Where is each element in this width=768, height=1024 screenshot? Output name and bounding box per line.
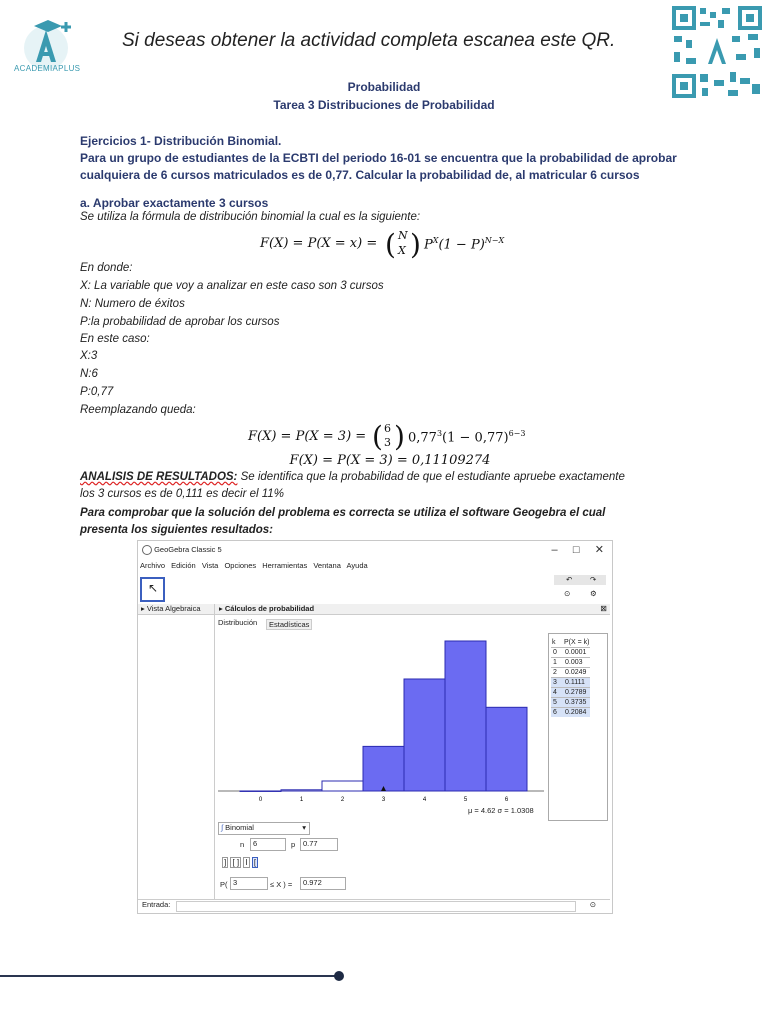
table-cell-k: 6	[551, 708, 563, 718]
footer-line	[0, 975, 340, 977]
help-icon[interactable]: ⊙	[564, 589, 571, 598]
input-field[interactable]	[176, 901, 576, 912]
prob-operator: ≤ X ) =	[270, 880, 293, 889]
definition-x: X: La variable que voy a analizar en este caso son 3 cursos	[80, 280, 384, 292]
definition-n: N: Numero de éxitos	[80, 298, 185, 310]
distribution-curve-icon: ∫	[221, 823, 224, 832]
analysis-text-1: Se identifica que la probabilidad de que el estudiante apruebe exactamente	[237, 471, 625, 483]
bar-k-3	[363, 746, 404, 791]
part-a-heading: a. Aprobar exactamente 3 cursos	[80, 196, 269, 210]
table-cell-probability: 0.1111	[563, 678, 590, 688]
verify-text-1: Para comprobar que la solución del problema es correcta se utiliza el software Geogebra el cual	[80, 507, 606, 519]
distribution-select[interactable]	[218, 822, 310, 835]
exercise-statement-1: Para un grupo de estudiantes de la ECBTI del periodo 16-01 se encuentra que la probabilidad de aprobar	[80, 151, 677, 165]
analysis-paragraph	[80, 471, 680, 483]
panel-expand-icon[interactable]: ▸	[141, 604, 145, 613]
table-row[interactable]	[551, 688, 590, 698]
value-p: P:0,77	[80, 386, 114, 398]
p-input[interactable]: 0.77	[300, 838, 338, 851]
x-tick-label: 2	[340, 797, 345, 803]
menu-ayuda[interactable]: Ayuda	[346, 561, 368, 570]
input-help-icon[interactable]: ⊙	[589, 900, 596, 909]
document-subject: Probabilidad	[347, 80, 421, 94]
undo-icon[interactable]: ↶	[566, 575, 573, 584]
definition-p: P:la probabilidad de aprobar los cursos	[80, 316, 280, 328]
p-label: p	[291, 840, 296, 849]
table-row[interactable]	[551, 698, 590, 708]
table-cell-k: 0	[551, 648, 563, 658]
menu-archivo[interactable]: Archivo	[140, 561, 166, 570]
table-cell-probability: 0.3735	[563, 698, 590, 708]
logo-text: ACADEMIAPLUS	[14, 64, 81, 73]
table-row[interactable]	[551, 678, 590, 688]
move-tool-button[interactable]	[140, 577, 165, 602]
table-cell-probability: 0.0249	[563, 668, 590, 678]
formula-intro: Se utiliza la fórmula de distribución binomial la cual es la siguiente:	[80, 211, 421, 223]
where-label: En donde:	[80, 262, 133, 274]
probability-result-field[interactable]: 0.972	[300, 877, 346, 890]
algebra-view-label: Vista Algebraica	[146, 604, 201, 613]
menu-vista[interactable]: Vista	[201, 561, 219, 570]
exercise-statement-2: cualquiera de 6 cursos matriculados es de 0,77. Calcular la probabilidad de, al matricular 6 cursos	[80, 168, 640, 182]
analysis-text-2: los 3 cursos es de 0,111 es decir el 11%	[80, 488, 284, 500]
n-input[interactable]: 6	[250, 838, 286, 851]
prob-prefix: P(	[220, 880, 228, 889]
algebra-view-panel	[138, 604, 215, 900]
table-cell-probability: 0.0001	[563, 648, 590, 658]
left-sided-button[interactable]: ]	[224, 858, 227, 867]
input-label: Entrada:	[142, 900, 171, 909]
table-cell-k: 4	[551, 688, 563, 698]
table-row[interactable]	[551, 668, 590, 678]
formula-result: F(X) = P(X = 3) = 0,11109274	[289, 453, 491, 468]
probability-table	[548, 633, 608, 821]
x-tick-label: 4	[422, 797, 427, 803]
x-tick-label: 5	[463, 797, 468, 803]
replace-label: Reemplazando queda:	[80, 404, 196, 416]
table-header-p: P(X = k)	[564, 639, 590, 646]
analysis-label: ANALISIS DE RESULTADOS:	[80, 471, 238, 483]
window-controls	[551, 543, 604, 556]
geogebra-window	[137, 540, 613, 914]
binomial-formula: F(X) = P(X = x) = ( N X ) $P^X(1 - P)^{N-X}$	[260, 228, 505, 261]
table-header-k: k	[552, 639, 556, 646]
close-button[interactable]: ✕	[594, 544, 604, 556]
table-cell-k: 3	[551, 678, 563, 688]
table-cell-probability: 0.003	[563, 658, 590, 668]
table-cell-k: 1	[551, 658, 563, 668]
x-tick-label: 6	[504, 797, 509, 803]
document-task-title: Tarea 3 Distribuciones de Probabilidad	[273, 98, 495, 112]
footer-dot	[334, 971, 344, 981]
table-row[interactable]	[551, 708, 590, 718]
menu-edicion[interactable]: Edición	[171, 561, 196, 570]
bar-k-6	[486, 707, 527, 791]
x-tick-label: 3	[381, 797, 386, 803]
binomial-chart	[218, 631, 544, 819]
chevron-down-icon: ▾	[302, 823, 306, 832]
table-cell-k: 2	[551, 668, 563, 678]
chart-statistics: μ = 4.62 σ = 1.0308	[468, 806, 534, 815]
panel-close-icon[interactable]: ⊠	[600, 604, 607, 613]
cursor-arrow-icon: ↖	[148, 581, 159, 595]
n-label: n	[240, 840, 245, 849]
tab-statistics[interactable]: Estadísticas	[266, 619, 312, 630]
verify-text-2: presenta los siguientes resultados:	[80, 524, 274, 536]
maximize-button[interactable]: □	[572, 544, 580, 556]
table-cell-k: 5	[551, 698, 563, 708]
geogebra-menu-bar	[140, 561, 372, 570]
interval-buttons	[222, 858, 258, 867]
tab-distribution[interactable]: Distribución	[218, 618, 258, 627]
table-header-row	[551, 638, 590, 648]
probability-panel-title: Cálculos de probabilidad	[224, 604, 315, 613]
distribution-select-value: Binomial	[225, 823, 254, 832]
bar-k-1	[281, 790, 322, 791]
header-message: Si deseas obtener la actividad completa escanea este QR.	[122, 30, 616, 51]
table-cell-probability: 0.2084	[563, 708, 590, 718]
settings-gear-icon[interactable]: ⚙	[590, 589, 597, 598]
bar-k-0	[240, 791, 281, 792]
substituted-formula: F(X) = P(X = 3) = ( 6 3 ) $0,77^3(1 - 0,77)^{6-3}$	[248, 420, 526, 453]
exercise-heading: Ejercicios 1- Distribución Binomial.	[80, 134, 282, 148]
case-label: En este caso:	[80, 333, 150, 345]
geogebra-title: GeoGebra Classic 5	[142, 545, 222, 555]
x-tick-label: 1	[299, 797, 304, 803]
undo-redo-bar	[554, 575, 606, 585]
lower-bound-input[interactable]: 3	[230, 877, 268, 890]
two-sided-button[interactable]: [ ]	[232, 858, 240, 867]
input-bar[interactable]	[138, 899, 610, 912]
value-n: N:6	[80, 368, 98, 380]
bar-k-5	[445, 641, 486, 791]
probability-panel-header	[215, 604, 610, 615]
menu-herramientas[interactable]: Herramientas	[262, 561, 308, 570]
geogebra-app-icon	[142, 545, 152, 555]
table-row[interactable]	[551, 658, 590, 668]
redo-icon[interactable]: ↷	[590, 575, 597, 584]
right-sided-button[interactable]: [	[253, 858, 257, 867]
probability-table-grid	[551, 638, 590, 717]
interval-button[interactable]: I	[245, 858, 248, 867]
menu-opciones[interactable]: Opciones	[224, 561, 257, 570]
x-tick-label: 0	[258, 797, 263, 803]
panel-expand-icon-2[interactable]: ▸	[219, 604, 223, 613]
table-row[interactable]	[551, 648, 590, 658]
bar-k-4	[404, 679, 445, 791]
minimize-button[interactable]: –	[551, 544, 558, 556]
bar-k-2	[322, 781, 363, 791]
menu-ventana[interactable]: Ventana	[313, 561, 341, 570]
table-cell-probability: 0.2789	[563, 688, 590, 698]
value-x: X:3	[80, 350, 98, 362]
